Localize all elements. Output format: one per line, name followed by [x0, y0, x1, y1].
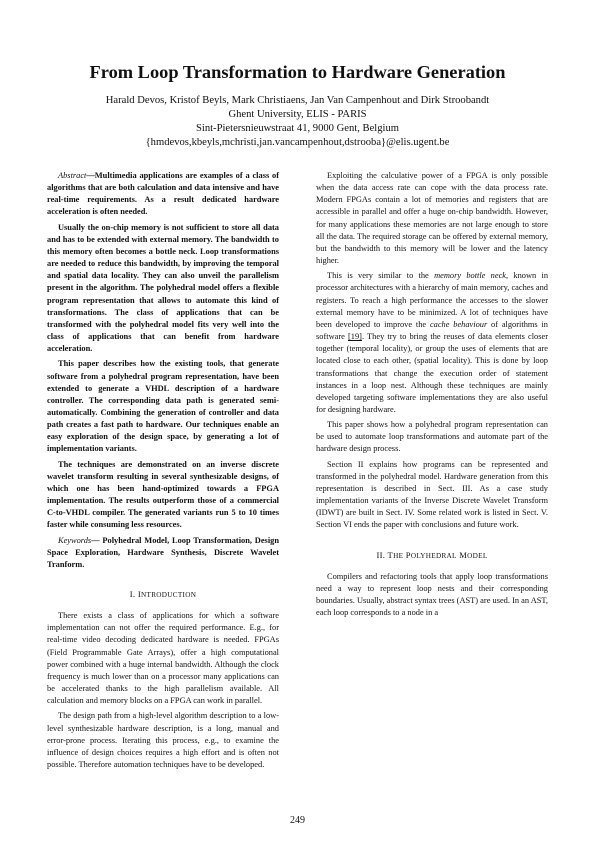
section-heading-polyhedral-model: II. THE POLYHEDRAL MODEL	[376, 549, 488, 560]
emails: {hmdevos,kbeyls,mchristi,jan.vancampenhout,dstrooba}@elis.ugent.be	[145, 137, 450, 148]
abstract	[47, 170, 279, 532]
page-number: 249	[290, 815, 305, 826]
keywords: Keywords— Polyhedral Model, Loop Transformation, Design Space Exploration, Hardware Synthesis, Discrete Wavelet Tranform.	[47, 535, 279, 569]
abstract-paragraph: Usually the on-chip memory is not sufficient to store all data and has to be extended with external memory. The bandwidth to this memory often becomes a bottle neck. Loop transformations are needed to reduce this bandwidth, by improving the temporal and spatial data locality. They can also unveil the parallelism present in the algorithm. The polyhedral model offers a flexible program representation that allows to automate this kind of transformations. The class of applications that can be transformed with the polyhedral model fits very well into the class of applications that can benefit from hardware acceleration.	[47, 222, 279, 354]
abstract-paragraph: The techniques are demonstrated on an inverse discrete wavelet transform resulting in several synthesizable designs, of which one has been hand-optimized towards a FPGA implementation. The results outperform those of a commercial C-to-VHDL compiler. The generated variants run 5 to 10 times faster while consuming less resources.	[47, 459, 279, 530]
citation-link[interactable]: [19]	[348, 332, 362, 342]
authors: Harald Devos, Kristof Beyls, Mark Christiaens, Jan Van Campenhout and Dirk Stroobandt	[105, 95, 490, 106]
right-column	[316, 170, 548, 622]
keywords-label: Keywords	[58, 535, 92, 545]
address: Sint-Pietersnieuwstraat 41, 9000 Gent, Belgium	[195, 123, 400, 134]
left-column	[47, 170, 279, 774]
affiliation: Ghent University, ELIS - PARIS	[228, 109, 367, 120]
abstract-paragraph: This paper describes how the existing tools, that generate software from a polyhedral program representation, have been extended to generate a VHDL description of a hardware controller. The corresponding data path is generated semi-automatically. Combining the generation of controller and data path creates a fast path to hardware. Our techniques enable an easy exploration of the design space, by generating a lot of implementation variants.	[47, 359, 279, 454]
byline	[0, 94, 595, 150]
paper-title: From Loop Transformation to Hardware Generation	[89, 62, 506, 82]
abstract-label: Abstract	[58, 171, 87, 180]
body-paragraph: Compilers and refactoring tools that apply loop transformations need a way to represent loop nests and their corresponding boundaries. Usually, abstract syntax trees (AST) are used. In an AST, each loop corresponds to a node in a	[316, 571, 548, 618]
section-heading-introduction: I. INTRODUCTION	[129, 589, 197, 599]
body-paragraph: The design path from a high-level algorithm description to a low-level synthesizable hardware description, is a long, manual and error-prone process. Iterating this process, e.g., to examine the influence of design choices requires a high effort and is often not possible. Therefore automation techniques have to be developed.	[47, 711, 279, 770]
abstract-paragraph: Abstract—Multimedia applications are examples of a class of algorithms that are both calculation and data intensive and have real-time requirements. As a result dedicated hardware acceleration is often needed.	[47, 171, 279, 217]
body-paragraph: This is very similar to the memory bottle neck, known in processor architectures with a hierarchy of main memory, caches and registers. To reach a high performance the accesses to the slower external memory have to be minimized. A lot of techniques have been developed to improve the cache behaviour of algorithms in software [19]. They try to bring the reuses of data elements closer together (temporal locality), or group the uses of elements that are located close to each other, (spatial locality). This is done by loop transformations that change the execution order of statement instances in a loop nest. Although these techniques are mainly developed targeting software implementations they are also useful for designing hardware.	[316, 271, 549, 414]
body-paragraph: Exploiting the calculative power of a FPGA is only possible when the data access rate can cope with the data process rate. Modern FPGAs contain a lot of memories and registers that are accessible in parallel and offer a huge on-chip bandwidth. However, for many applications these memories are not large enough to store all the data. The required storage can be offered by external memory, but the bandwidth to this memory will be lower and the latency higher.	[316, 171, 548, 266]
body-paragraph: There exists a class of applications for which a software implementation can not offer the required performance. E.g., for real-time video decoding dedicated hardware is needed. FPGAs (Field Programmable Gate Arrays), offer a high computational power combined with a huge internal bandwidth. Although the clock frequency is much lower than on a processor many applications can be accelerated thanks to the high parallelism available. All calculation and memory blocks on a FPGA can work in parallel.	[47, 611, 279, 706]
body-paragraph: This paper shows how a polyhedral program representation can be used to automate loop transformations and automate part of the hardware design process.	[316, 420, 548, 454]
body-paragraph: Section II explains how programs can be represented and transformed in the polyhedral model. Hardware generation from this representation is described in Sect. III. As a case study implementation variants of the Inverse Discrete Wavelet Transform (IDWT) are built in Sect. IV. Some related work is listed in Sect. V. Section VI ends the paper with conclusions and future work.	[316, 459, 548, 530]
